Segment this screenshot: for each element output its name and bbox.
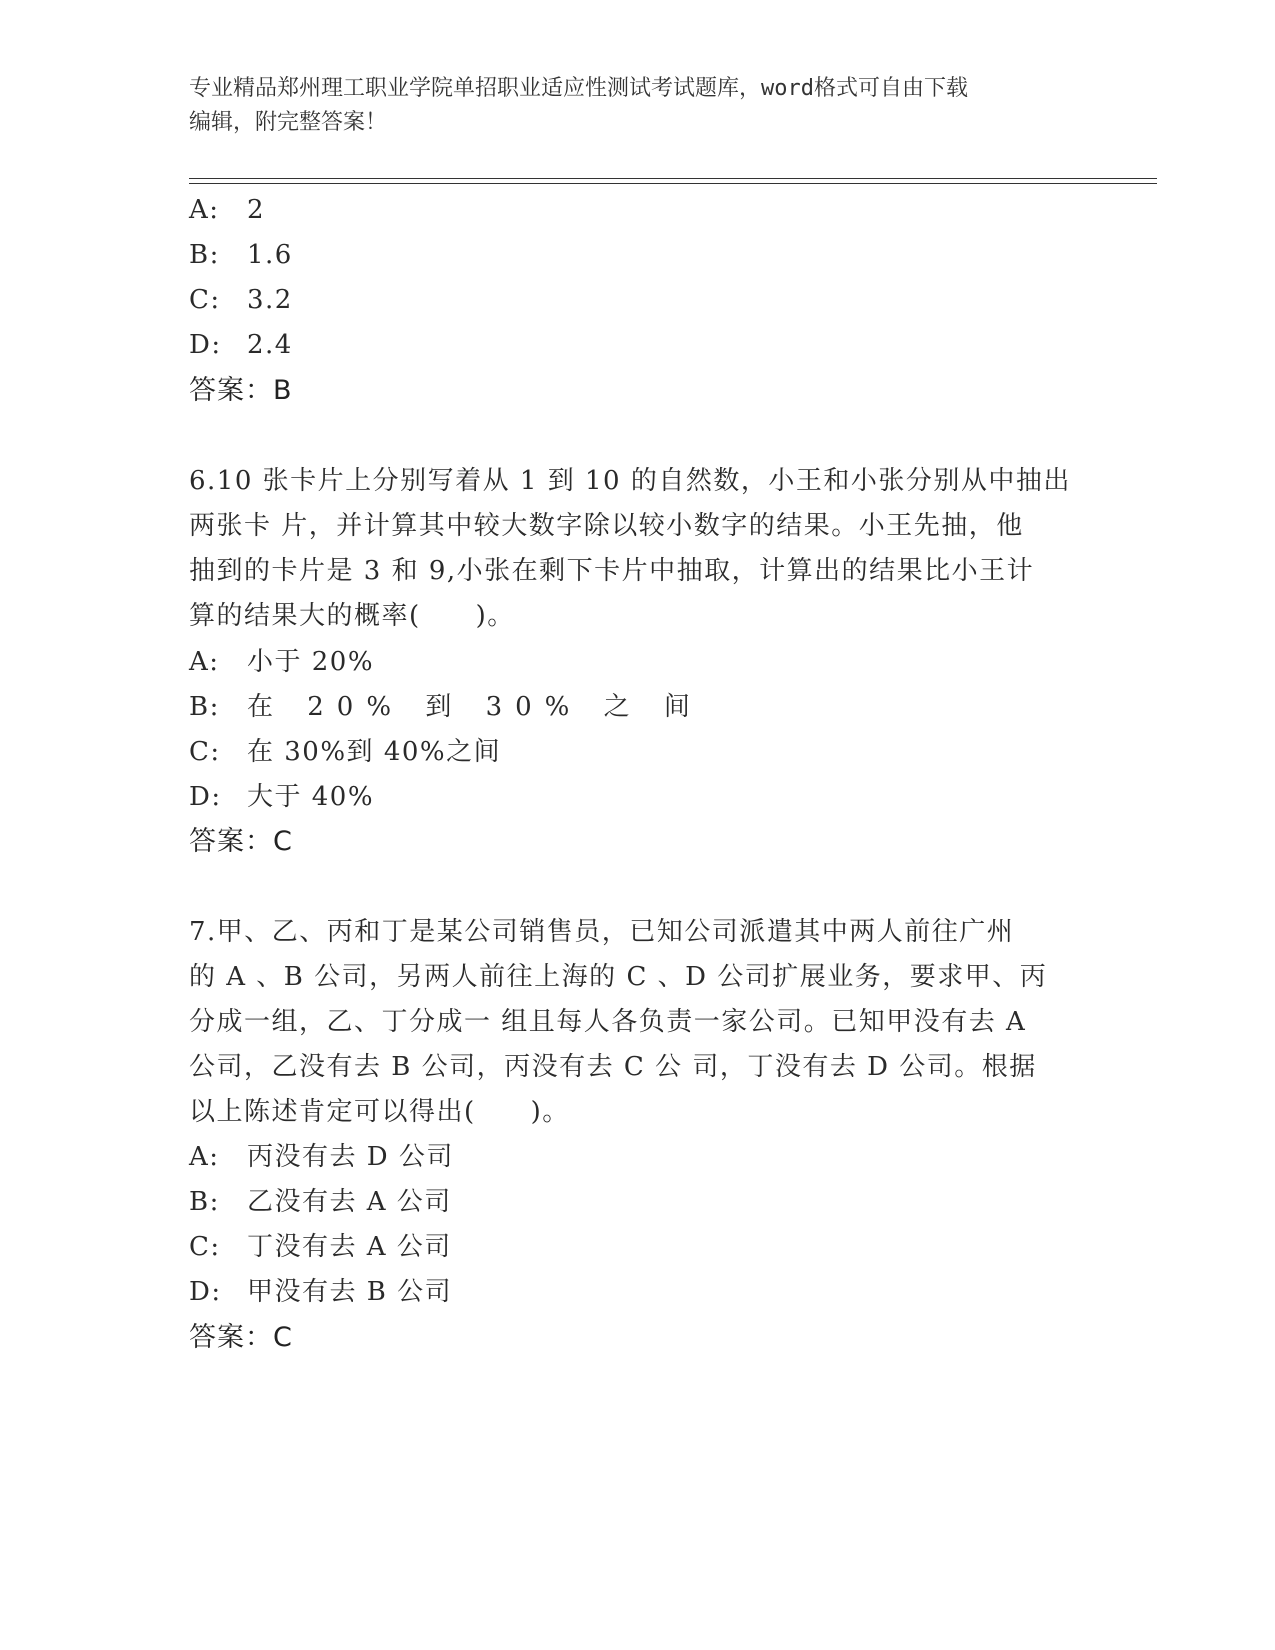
q7-text-line-2: 的 A 、B 公司，另两人前往上海的 C 、D 公司扩展业务，要求甲、丙 xyxy=(189,962,1048,992)
q5-answer: 答案：B xyxy=(189,375,293,406)
header-line-1: 专业精品郑州理工职业学院单招职业适应性测试考试题库，word格式可自由下载 xyxy=(189,76,968,101)
q6-text-line-3: 抽到的卡片是 3 和 9,小张在剩下卡片中抽取，计算出的结果比小王计 xyxy=(189,556,1035,586)
q6-option-c: C: 在 30%到 40%之间 xyxy=(189,737,502,767)
q7-text-line-3: 分成一组，乙、丁分成一 组且每人各负责一家公司。已知甲没有去 A xyxy=(189,1007,1027,1037)
q6-option-a: A: 小于 20% xyxy=(189,647,375,677)
q5-option-d: D: 2.4 xyxy=(189,330,293,360)
q6-text-line-4: 算的结果大的概率( )。 xyxy=(189,601,515,631)
q7-text-line-1: 7.甲、乙、丙和丁是某公司销售员，已知公司派遣其中两人前往广州 xyxy=(189,917,1015,947)
q6-text-line-2: 两张卡 片，并计算其中较大数字除以较小数字的结果。小王先抽，他 xyxy=(189,511,1024,541)
q7-answer: 答案：C xyxy=(189,1322,293,1353)
q6-option-b: B: 在 20% 到 30% 之 间 xyxy=(189,692,703,722)
q5-option-b: B: 1.6 xyxy=(189,240,293,270)
q5-option-c: C: 3.2 xyxy=(189,285,293,315)
header-divider-top xyxy=(189,178,1157,179)
document-header xyxy=(189,72,1089,140)
q7-text-line-5: 以上陈述肯定可以得出( )。 xyxy=(189,1097,570,1127)
header-divider-bottom xyxy=(189,183,1157,184)
q7-option-d: D: 甲没有去 B 公司 xyxy=(189,1277,453,1307)
header-line-2: 编辑，附完整答案！ xyxy=(189,110,388,135)
q7-option-c: C: 丁没有去 A 公司 xyxy=(189,1232,452,1262)
q7-option-a: A: 丙没有去 D 公司 xyxy=(189,1142,454,1172)
q6-option-d: D: 大于 40% xyxy=(189,782,375,812)
q7-option-b: B: 乙没有去 A 公司 xyxy=(189,1187,452,1217)
q5-option-a: A: 2 xyxy=(189,195,266,225)
q6-answer: 答案：C xyxy=(189,826,293,857)
q7-text-line-4: 公司，乙没有去 B 公司，丙没有去 C 公 司，丁没有去 D 公司。根据 xyxy=(189,1052,1037,1082)
q6-text-line-1: 6.10 张卡片上分别写着从 1 到 10 的自然数，小王和小张分别从中抽出 xyxy=(189,466,1071,496)
